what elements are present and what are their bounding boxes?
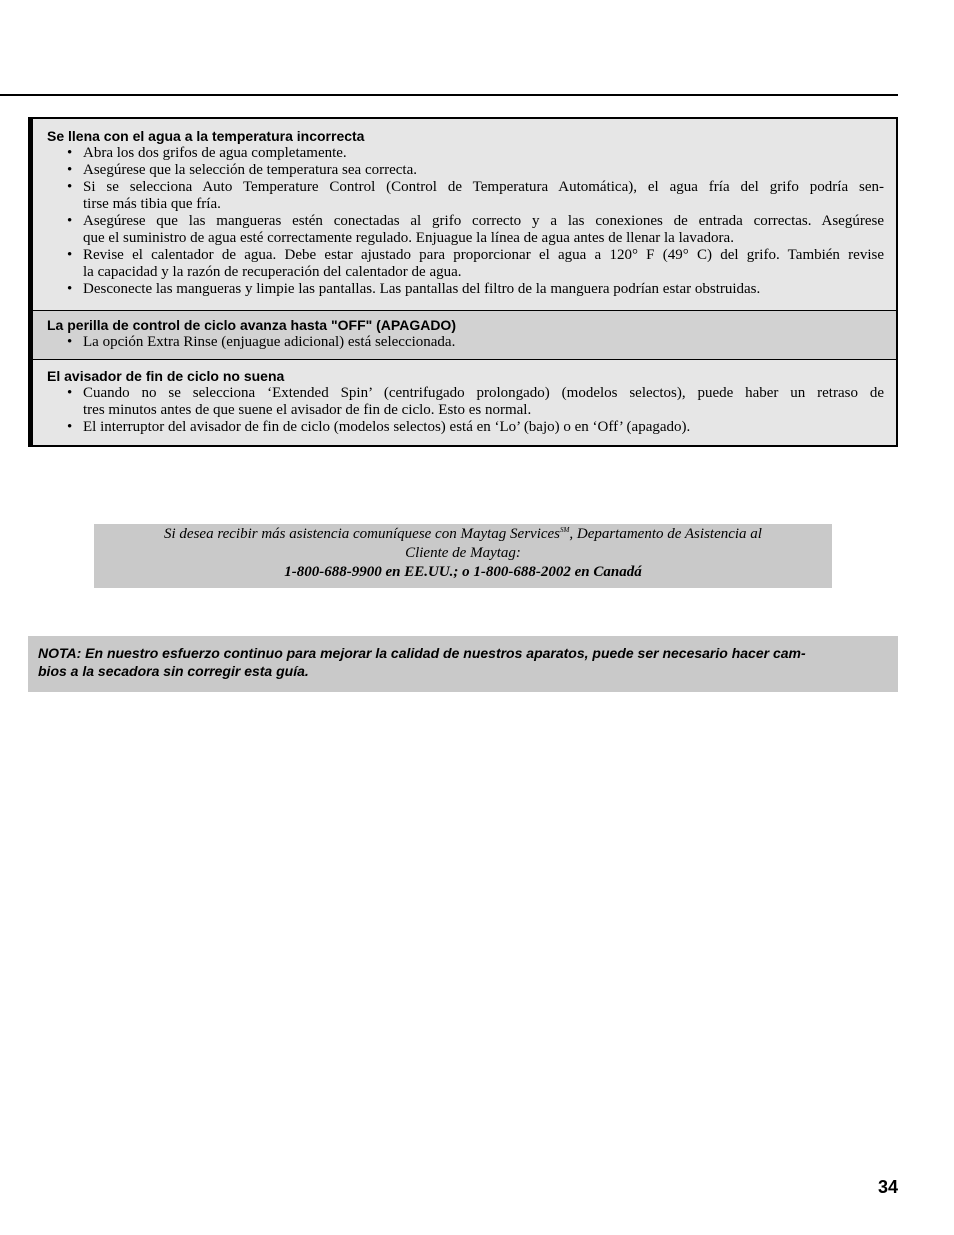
bullet-text: • Asegúrese que la selección de temperatura sea correcta.	[83, 162, 417, 178]
note-box	[28, 636, 898, 692]
page-number: 34	[877, 1177, 898, 1197]
bullet-text: tres minutos antes de que suene el avisador de fin de ciclo. Esto es normal.	[83, 402, 532, 418]
bullet-text: • La opción Extra Rinse (enjuague adicional) está seleccionada.	[83, 334, 456, 350]
troubleshooting-section-cycle-advances	[33, 311, 896, 360]
note-line-2: bios a la secadora sin corregir esta guía.	[38, 663, 309, 679]
bullet-text: tirse más tibia que fría.	[83, 196, 221, 212]
assistance-line-2: Cliente de Maytag:	[405, 545, 521, 561]
bullet-text: • Cuando no se selecciona ‘Extended Spin’ (centrifugado prolongado) (modelos selectos), puede haber un retraso de	[83, 385, 884, 401]
assistance-box	[94, 524, 832, 588]
bullet-text: • Abra los dos grifos de agua completamente.	[83, 145, 347, 161]
bullet-item	[47, 247, 884, 281]
bullet-list	[47, 145, 884, 298]
section-title: Se llena con el agua a la temperatura incorrecta	[47, 128, 365, 144]
bullet-text: • Asegúrese que las mangueras estén conectadas al grifo correcto y a las conexiones de entrada correctas. Asegúrese	[83, 213, 884, 229]
bullet-list	[47, 385, 884, 436]
bullet-item	[47, 334, 884, 351]
bullet-item	[47, 162, 884, 179]
service-mark: SM	[560, 526, 570, 534]
bullet-item	[47, 281, 884, 298]
bullet-text: • Revise el calentador de agua. Debe estar ajustado para proporcionar el agua a 120° F (49° C) del grifo. También revise	[83, 247, 884, 263]
troubleshooting-table	[28, 117, 898, 447]
troubleshooting-section-wrong-temperature	[33, 119, 896, 311]
header-rule	[0, 94, 898, 96]
bullet-item	[47, 179, 884, 213]
bullet-text: • Si se selecciona Auto Temperature Control (Control de Temperatura Automática), el agua fría del grifo podría sen-	[83, 179, 884, 195]
note-line-1: NOTA: En nuestro esfuerzo continuo para mejorar la calidad de nuestros aparatos, puede ser necesario hacer cam-	[38, 645, 806, 661]
assistance-line-1: Si desea recibir más asistencia comuníquese con Maytag Services℠, Departamento de Asistencia al	[164, 526, 762, 542]
bullet-item	[47, 419, 884, 436]
bullet-item	[47, 213, 884, 247]
bullet-item	[47, 145, 884, 162]
bullet-text: la capacidad y la razón de recuperación del calentador de agua.	[83, 264, 462, 280]
bullet-list	[47, 334, 884, 351]
bullet-text: • El interruptor del avisador de fin de ciclo (modelos selectos) está en ‘Lo’ (bajo) o en ‘Off’ (apagado).	[83, 419, 691, 435]
section-title: La perilla de control de ciclo avanza hasta "OFF" (APAGADO)	[47, 317, 456, 333]
bullet-text: que el suministro de agua esté correctamente regulado. Enjuague la línea de agua antes de llenar la lavadora.	[83, 230, 734, 246]
bullet-item	[47, 385, 884, 419]
troubleshooting-section-signal-silent	[33, 360, 896, 445]
bullet-text: • Desconecte las mangueras y limpie las pantallas. Las pantallas del filtro de la manguera podrían estar obstruidas.	[83, 281, 761, 297]
section-title: El avisador de fin de ciclo no suena	[47, 368, 285, 384]
assistance-phones: 1-800-688-9900 en EE.UU.; o 1-800-688-2002 en Canadá	[284, 564, 642, 580]
